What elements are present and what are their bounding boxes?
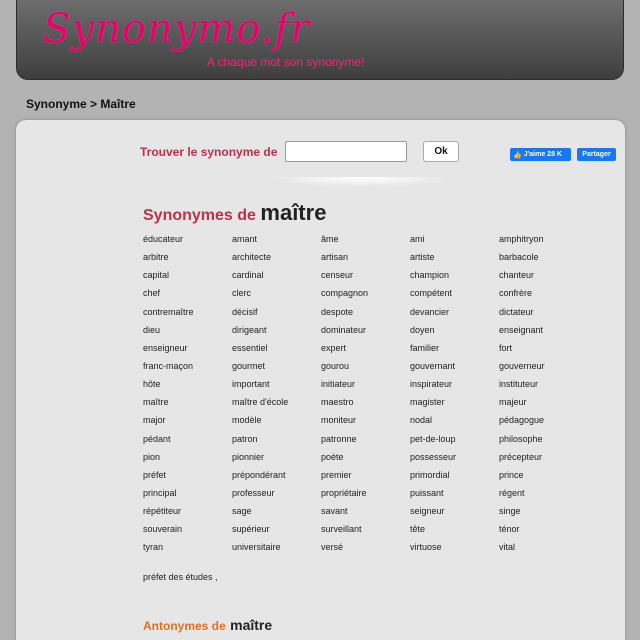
synonym-link[interactable]: devancier bbox=[410, 306, 450, 317]
synonym-link[interactable]: arbitre bbox=[143, 252, 169, 263]
synonym-link[interactable]: versé bbox=[321, 542, 344, 553]
synonym-link[interactable]: doyen bbox=[410, 324, 435, 335]
synonym-link[interactable]: fort bbox=[499, 342, 513, 353]
synonym-link[interactable]: contremaître bbox=[143, 306, 194, 317]
synonym-link[interactable]: tête bbox=[410, 524, 426, 535]
synonym-link[interactable]: magister bbox=[410, 397, 445, 408]
synonym-link[interactable]: premier bbox=[321, 469, 352, 480]
synonym-link[interactable]: gouvernant bbox=[410, 360, 456, 371]
synonym-link[interactable]: moniteur bbox=[321, 415, 357, 426]
synonym-link[interactable]: clerc bbox=[232, 288, 252, 299]
synonym-link[interactable]: major bbox=[143, 415, 166, 426]
synonym-link[interactable]: compagnon bbox=[321, 288, 369, 299]
synonym-link[interactable]: champion bbox=[410, 270, 450, 281]
synonym-link[interactable]: puissant bbox=[410, 487, 444, 498]
synonym-link[interactable]: âme bbox=[321, 234, 339, 244]
synonym-link[interactable]: censeur bbox=[321, 270, 354, 281]
facebook-like-button[interactable] bbox=[510, 148, 571, 161]
synonym-link[interactable]: pédagogue bbox=[499, 415, 545, 426]
synonym-link[interactable]: dictateur bbox=[499, 306, 534, 317]
synonym-link[interactable]: patronne bbox=[321, 433, 357, 444]
synonym-link[interactable]: essentiel bbox=[232, 342, 268, 353]
site-logo[interactable]: Synonymo.fr bbox=[43, 6, 311, 52]
synonym-link[interactable]: principal bbox=[143, 487, 177, 498]
synonym-link[interactable]: dirigeant bbox=[232, 324, 267, 335]
facebook-share-button[interactable]: Partager bbox=[577, 148, 616, 161]
synonym-link[interactable]: barbacole bbox=[499, 252, 539, 263]
synonym-link[interactable]: souverain bbox=[143, 524, 183, 535]
synonym-link[interactable]: pion bbox=[143, 451, 161, 462]
antonyms-heading bbox=[143, 617, 272, 635]
synonym-link[interactable]: possesseur bbox=[410, 451, 457, 462]
synonym-link[interactable]: propriétaire bbox=[321, 487, 367, 498]
synonym-link[interactable]: compétent bbox=[410, 288, 453, 299]
synonym-link[interactable]: dominateur bbox=[321, 324, 367, 335]
site-tagline: A chaque mot son synonyme! bbox=[207, 55, 365, 69]
synonym-link[interactable]: chanteur bbox=[499, 270, 535, 281]
synonym-link[interactable]: sage bbox=[232, 506, 252, 517]
synonym-link[interactable]: modèle bbox=[232, 415, 262, 426]
synonym-link[interactable]: vital bbox=[499, 542, 516, 553]
synonym-link[interactable]: gourmet bbox=[232, 360, 266, 371]
synonym-link[interactable]: artisan bbox=[321, 252, 349, 263]
synonym-link[interactable]: ami bbox=[410, 234, 425, 244]
synonym-link[interactable]: pet-de-loup bbox=[410, 433, 456, 444]
synonym-link[interactable]: virtuose bbox=[410, 542, 442, 553]
synonym-link[interactable]: artiste bbox=[410, 252, 435, 263]
synonym-link[interactable]: capital bbox=[143, 270, 170, 281]
synonym-link[interactable]: maître d'école bbox=[232, 397, 289, 408]
synonym-link[interactable]: précepteur bbox=[499, 451, 543, 462]
like-label: J'aime 28 K bbox=[523, 151, 562, 158]
synonym-link[interactable]: hôte bbox=[143, 379, 161, 390]
synonym-link[interactable]: philosophe bbox=[499, 433, 543, 444]
synonym-link[interactable]: éducateur bbox=[143, 234, 184, 244]
synonym-link[interactable]: franc-maçon bbox=[143, 360, 194, 371]
synonym-link[interactable]: maestro bbox=[321, 397, 354, 408]
ok-button[interactable]: Ok bbox=[423, 141, 459, 162]
synonym-link[interactable]: instituteur bbox=[499, 379, 539, 390]
synonym-link[interactable]: ténor bbox=[499, 524, 520, 535]
synonym-link[interactable]: surveillant bbox=[321, 524, 362, 535]
synonym-link[interactable]: confrère bbox=[499, 288, 533, 299]
synonym-link[interactable]: amant bbox=[232, 234, 258, 244]
synonym-link[interactable]: primordial bbox=[410, 469, 450, 480]
synonym-link[interactable]: important bbox=[232, 379, 270, 390]
thumbs-up-icon: 👍 bbox=[513, 151, 522, 159]
synonym-link[interactable]: professeur bbox=[232, 487, 275, 498]
synonym-link[interactable]: prince bbox=[499, 469, 524, 480]
synonym-link[interactable]: tyran bbox=[143, 542, 164, 553]
search-label: Trouver le synonyme de bbox=[140, 145, 278, 159]
synonym-link[interactable]: singe bbox=[499, 506, 521, 517]
synonym-link[interactable]: initiateur bbox=[321, 379, 356, 390]
synonym-link[interactable]: despote bbox=[321, 306, 354, 317]
synonyms-heading-word: maître bbox=[260, 200, 327, 225]
antonyms-heading-word: maître bbox=[230, 617, 273, 633]
synonym-link[interactable]: décisif bbox=[232, 306, 258, 317]
synonym-link[interactable]: supérieur bbox=[232, 524, 270, 535]
site-header bbox=[16, 0, 624, 80]
synonym-link[interactable]: familier bbox=[410, 342, 440, 353]
search-input[interactable] bbox=[285, 141, 407, 162]
synonym-link[interactable]: dieu bbox=[143, 324, 161, 335]
synonym-list bbox=[143, 231, 588, 558]
synonym-link[interactable]: expert bbox=[321, 342, 347, 353]
synonym-link[interactable]: inspirateur bbox=[410, 379, 453, 390]
synonym-link[interactable]: patron bbox=[232, 433, 258, 444]
synonym-link[interactable]: nodal bbox=[410, 415, 433, 426]
synonym-link[interactable]: préfet bbox=[143, 469, 167, 480]
synonym-link[interactable]: prépondérant bbox=[232, 469, 286, 480]
synonym-link[interactable]: gouverneur bbox=[499, 360, 545, 371]
main-panel bbox=[16, 120, 625, 640]
synonyms-heading-prefix: Synonymes de bbox=[143, 207, 256, 224]
extra-synonym[interactable]: préfet des études , bbox=[143, 572, 218, 582]
divider bbox=[266, 177, 456, 187]
synonym-link[interactable]: maître bbox=[143, 397, 169, 408]
synonym-link[interactable]: savant bbox=[321, 506, 348, 517]
synonym-link[interactable]: répétiteur bbox=[143, 506, 182, 517]
synonyms-heading bbox=[143, 200, 326, 226]
synonym-link[interactable]: pionnier bbox=[232, 451, 265, 462]
synonym-link[interactable]: pédant bbox=[143, 433, 171, 444]
synonym-link[interactable]: universitaire bbox=[232, 542, 281, 553]
antonyms-heading-prefix: Antonymes de bbox=[143, 619, 226, 633]
synonym-link[interactable]: architecte bbox=[232, 252, 272, 263]
synonym-link[interactable]: enseigneur bbox=[143, 342, 188, 353]
breadcrumb: Synonyme > Maître bbox=[26, 97, 136, 111]
synonym-link[interactable]: cardinal bbox=[232, 270, 264, 281]
synonym-link[interactable]: enseignant bbox=[499, 324, 544, 335]
synonym-link[interactable]: seigneur bbox=[410, 506, 445, 517]
synonym-link[interactable]: amphitryon bbox=[499, 234, 544, 244]
synonym-link[interactable]: majeur bbox=[499, 397, 527, 408]
synonym-link[interactable]: gourou bbox=[321, 360, 350, 371]
synonym-link[interactable]: chef bbox=[143, 288, 161, 299]
synonym-link[interactable]: régent bbox=[499, 487, 525, 498]
synonym-link[interactable]: poète bbox=[321, 451, 344, 462]
